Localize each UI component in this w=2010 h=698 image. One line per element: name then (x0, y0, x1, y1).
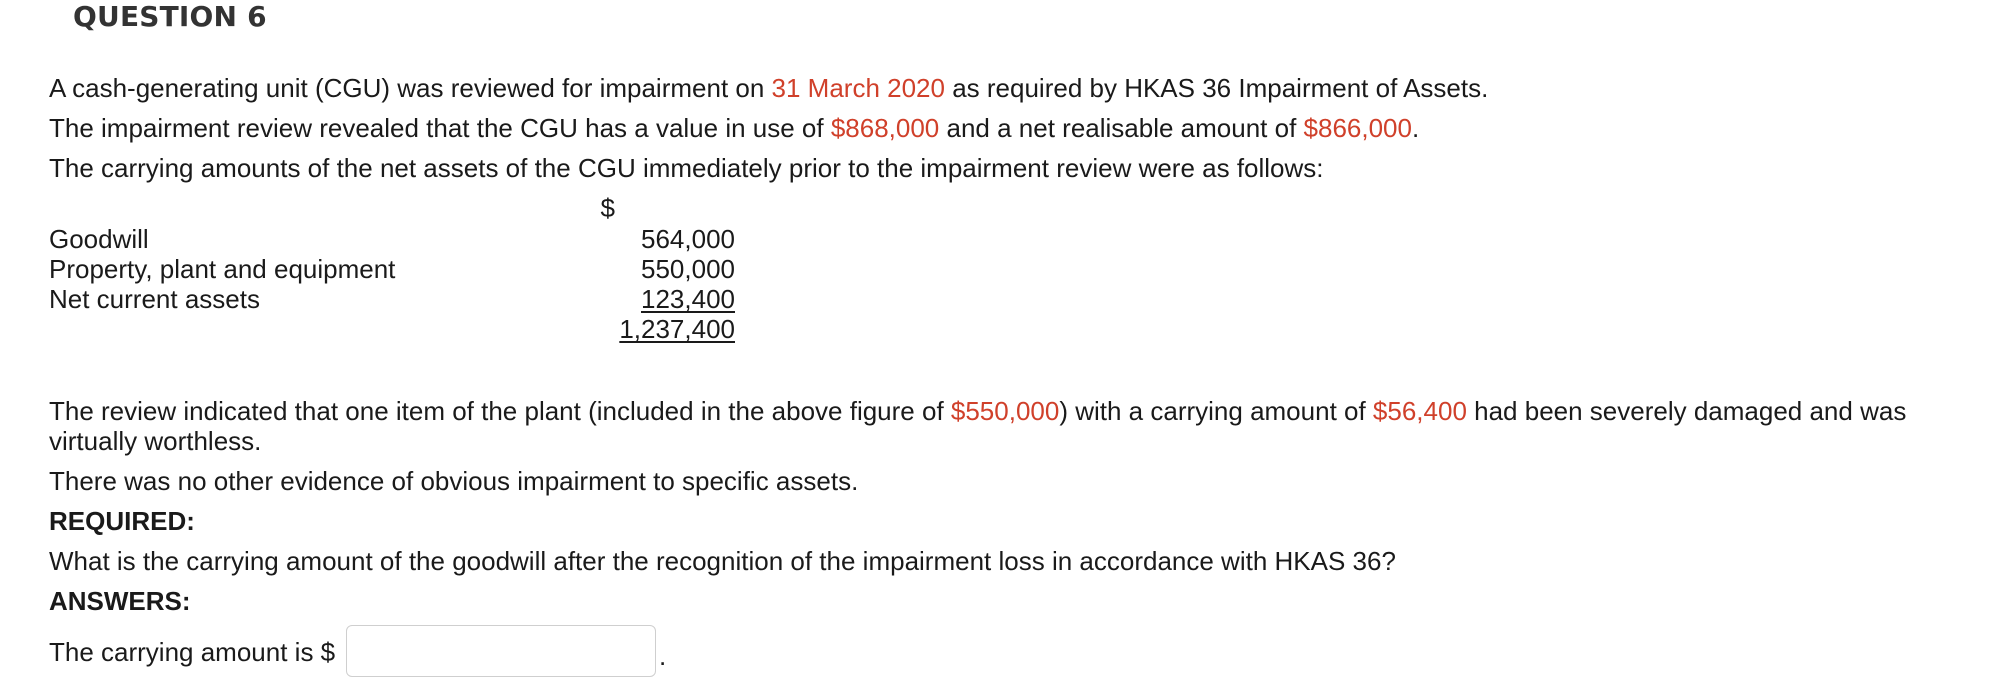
total-value (619, 314, 735, 344)
damaged-item-amount: $56,400 (1372, 396, 1467, 426)
question-title: QUESTION 6 (73, 0, 267, 33)
required-question: What is the carrying amount of the goodwill after the recognition of the impairment loss in accordance with HKAS 36? (49, 546, 1396, 576)
intro-line-2-text-b: and a net realisable amount of (939, 113, 1304, 143)
row-label-goodwill: Goodwill (49, 224, 149, 254)
row-value-net-current-assets (619, 284, 735, 314)
answers-heading: ANSWERS: (49, 586, 191, 616)
answer-prompt: The carrying amount is $ (49, 637, 336, 667)
review-paragraph (49, 396, 1979, 456)
row-label-net-current-assets: Net current assets (49, 284, 260, 314)
answer-period: . (659, 641, 667, 671)
review-text-c: had been severely damaged and was virtually worthless. (49, 396, 1907, 456)
required-heading: REQUIRED: (49, 506, 195, 536)
currency-header: $ (600, 193, 615, 223)
row-label-ppe: Property, plant and equipment (49, 254, 396, 284)
intro-line-1-text-b: as required by HKAS 36 Impairment of Assets. (944, 73, 1489, 103)
ppe-figure: $550,000 (950, 396, 1060, 426)
value-in-use: $868,000 (830, 113, 940, 143)
review-date: 31 March 2020 (771, 73, 945, 103)
row-value-goodwill: 564,000 (641, 224, 735, 254)
intro-line-2 (49, 113, 1419, 143)
review-text-a: The review indicated that one item of the plant (included in the above figure of (49, 396, 951, 426)
net-realisable-amount: $866,000 (1303, 113, 1412, 143)
intro-line-2-text-c: . (1411, 113, 1420, 143)
review-text-b: ) with a carrying amount of (1059, 396, 1373, 426)
row-value-ppe: 550,000 (641, 254, 735, 284)
intro-line-3: The carrying amounts of the net assets of the CGU immediately prior to the impairment review were as follows: (49, 153, 1324, 183)
net-current-assets-underlined: 123,400 (641, 284, 735, 314)
total-underlined: 1,237,400 (619, 314, 735, 344)
intro-line-1-text-a: A cash-generating unit (CGU) was reviewed for impairment on (49, 73, 772, 103)
no-other-evidence-line: There was no other evidence of obvious impairment to specific assets. (49, 466, 859, 496)
intro-line-2-text-a: The impairment review revealed that the CGU has a value in use of (49, 113, 831, 143)
intro-line-1 (49, 73, 1488, 103)
carrying-amount-input[interactable] (346, 625, 656, 677)
